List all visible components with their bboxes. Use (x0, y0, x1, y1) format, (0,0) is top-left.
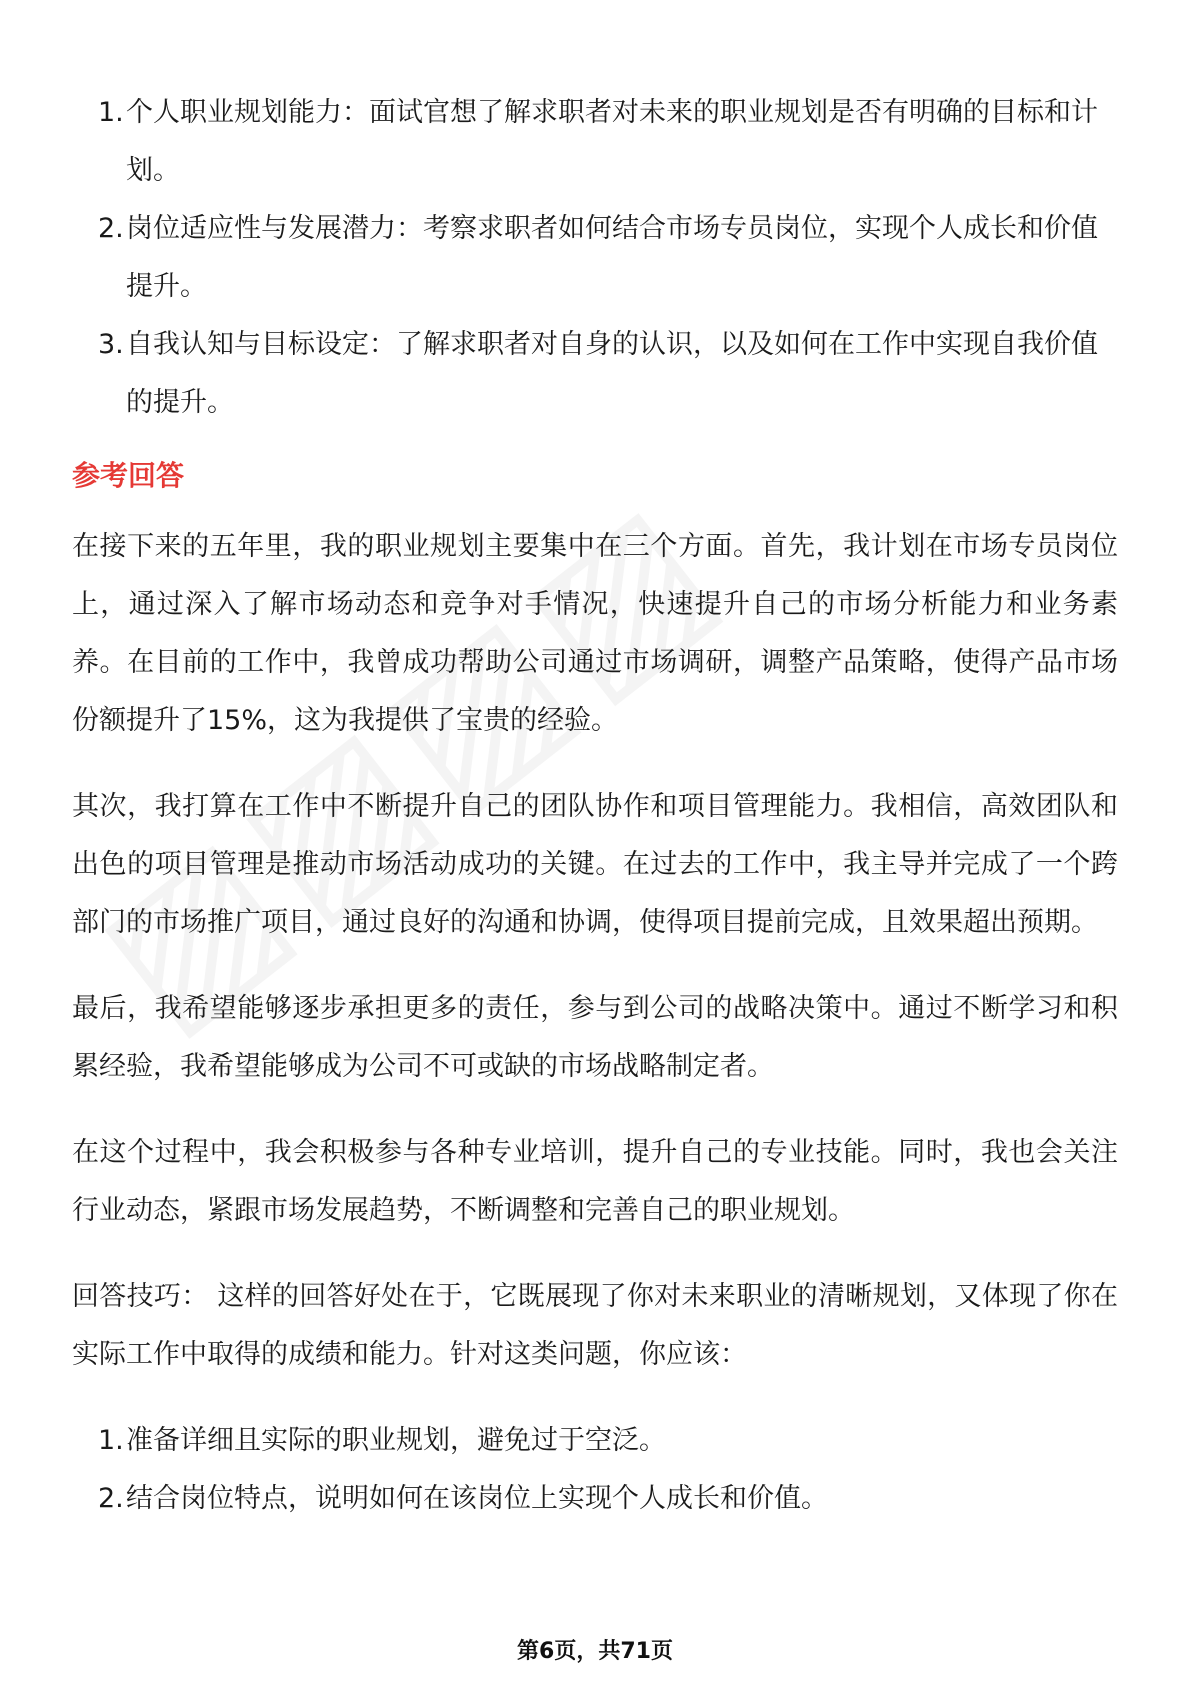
reference-answer-heading: 参考回答 (72, 459, 185, 492)
list-text: 自我认知与目标设定：了解求职者对自身的认识，以及如何在工作中实现自我价值的提升。 (126, 329, 1098, 418)
list-text: 结合岗位特点，说明如何在该岗位上实现个人成长和价值。 (126, 1483, 828, 1514)
page-content (72, 84, 1118, 1528)
list-item (72, 316, 1118, 432)
list-item (72, 1470, 1118, 1528)
list-text: 个人职业规划能力：面试官想了解求职者对未来的职业规划是否有明确的目标和计划。 (126, 97, 1098, 186)
list-number: 3. (98, 329, 124, 360)
answer-paragraph: 最后，我希望能够逐步承担更多的责任，参与到公司的战略决策中。通过不断学习和积累经验，我希望能够成为公司不可或缺的市场战略制定者。 (72, 993, 1118, 1082)
answer-paragraph: 在这个过程中，我会积极参与各种专业培训，提升自己的专业技能。同时，我也会关注行业动态，紧跟市场发展趋势，不断调整和完善自己的职业规划。 (72, 1137, 1118, 1226)
intro-list (72, 84, 1118, 432)
list-number: 1. (98, 1425, 124, 1456)
list-text: 岗位适应性与发展潜力：考察求职者如何结合市场专员岗位，实现个人成长和价值提升。 (126, 213, 1098, 302)
list-item (72, 1412, 1118, 1470)
list-number: 2. (98, 213, 124, 244)
list-item (72, 84, 1118, 200)
list-item (72, 200, 1118, 316)
page-footer: 第6页，共71页 (517, 1639, 673, 1664)
tips-list (72, 1412, 1118, 1528)
answer-paragraph: 其次，我打算在工作中不断提升自己的团队协作和项目管理能力。我相信，高效团队和出色的项目管理是推动市场活动成功的关键。在过去的工作中，我主导并完成了一个跨部门的市场推广项目，通过良好的沟通和协调，使得项目提前完成，且效果超出预期。 (72, 791, 1118, 938)
list-text: 准备详细且实际的职业规划，避免过于空泛。 (126, 1425, 666, 1456)
answer-tips-paragraph: 回答技巧： 这样的回答好处在于，它既展现了你对未来职业的清晰规划，又体现了你在实际工作中取得的成绩和能力。针对这类问题，你应该： (72, 1281, 1118, 1370)
list-number: 1. (98, 97, 124, 128)
list-number: 2. (98, 1483, 124, 1514)
answer-paragraph: 在接下来的五年里，我的职业规划主要集中在三个方面。首先，我计划在市场专员岗位上，通过深入了解市场动态和竞争对手情况，快速提升自己的市场分析能力和业务素养。在目前的工作中，我曾成功帮助公司通过市场调研，调整产品策略，使得产品市场份额提升了15%，这为我提供了宝贵的经验。 (72, 531, 1118, 736)
